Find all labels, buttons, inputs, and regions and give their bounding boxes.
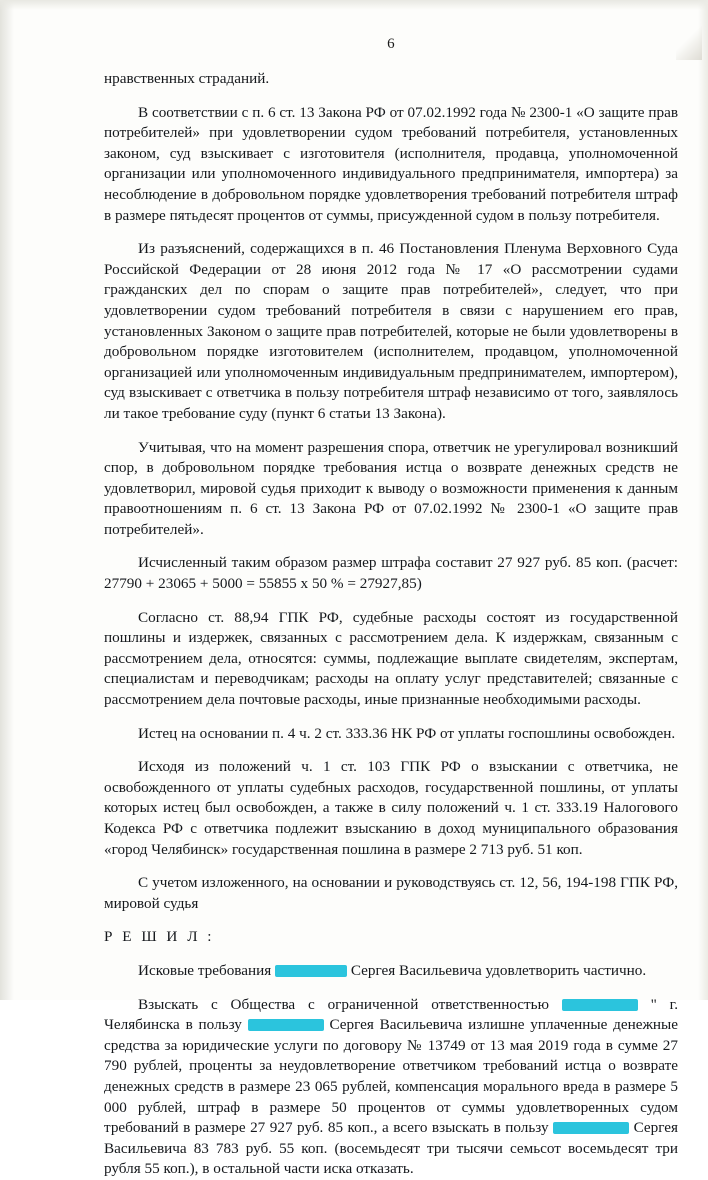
paragraph-award (104, 995, 678, 1180)
scan-shadow-top (0, 0, 708, 10)
award-part-2: " г. Челябинска в пользу (104, 995, 678, 1034)
paragraph-considering-dispute: Учитывая, что на момент разрешения спора, ответчик не урегулировал возникший спор, в добровольном порядке требования истца о возврате денежных средств не удовлетворил, мировой судья приходит к выводу о возможности применения к данным правоотношениям п. 6 ст. 13 Закона РФ от 07.02.1992 № 2300-1 «О защите прав потребителей». (104, 438, 678, 538)
paragraph-plenum-17: Из разъяснений, содержащихся в п. 46 Постановления Пленума Верховного Суда Российской Федерации от 28 июня 2012 года № 17 «О рассмотрении судами гражданских дел по спорам о защите прав потребителей», следует, что при удовлетворении судом требований потребителя в связи с нарушением его прав, установленных Законом о защите прав потребителей, которые не были удовлетворены в добровольном порядке изготовителем (исполнителем, продавцом, уполномоченной организацией или уполномоченным индивидуальным предпринимателем, импортером), суд взыскивает с ответчика в пользу потребителя штраф независимо от того, заявлялось ли такое требование суду (пункт 6 статьи 13 Закона). (104, 240, 678, 422)
claim-suffix: Сергея Васильевича удовлетворить частично. (350, 961, 647, 979)
redaction-mark-name-1 (275, 965, 347, 977)
scan-shadow-right (698, 0, 708, 1000)
paragraph-plaintiff-exempt: Истец на основании п. 4 ч. 2 ст. 333.36 НК РФ от уплаты госпошлины освобожден. (138, 724, 676, 742)
scan-shadow-left (0, 0, 14, 1000)
paragraph-moral-suffering: нравственных страданий. (104, 70, 270, 87)
award-part-1: Взыскать с Общества с ограниченной ответственностью (138, 995, 549, 1013)
award-part-4: Сергея Васильевича 83 783 руб. 55 коп. (восемьдесят три тысячи семьсот восемьдесят три рубля 55 коп.), в остальной части иска отказать. (104, 1119, 679, 1178)
redaction-mark-name-3 (553, 1122, 629, 1134)
claim-prefix: Исковые требования (138, 961, 272, 979)
paragraph-guided-by: С учетом изложенного, на основании и руководствуясь ст. 12, 56, 194-198 ГПК РФ, мировой судья (104, 874, 678, 912)
paragraph-court-costs: Согласно ст. 88,94 ГПК РФ, судебные расходы состоят из государственной пошлины и издержек, связанных с рассмотрением дела. К издержкам, связанным с рассмотрением дела, относятся: суммы, подлежащие выплате свидетелям, экспертам, специалистам и переводчикам; расходы на оплату услуг представителей; связанные с рассмотрением дела почтовые расходы, иные признанные необходимыми расходы. (104, 608, 678, 709)
redaction-mark-company (562, 999, 638, 1011)
paragraph-claim-satisfied (104, 961, 678, 982)
document-body (104, 36, 678, 1180)
paragraph-state-duty: Исходя из положений ч. 1 ст. 103 ГПК РФ о взыскании с ответчика, не освобожденного от уплаты судебных расходов, государственной пошлины, от уплаты которых истец был освобожден, а также в силу положений ч. 1 ст. 333.19 Налогового Кодекса РФ с ответчика подлежит взысканию в доход муниципального образования «город Челябинск» государственная пошлина в размере 2 713 руб. 51 коп. (104, 758, 678, 858)
scan-corner-fold (676, 26, 702, 60)
page-number: 6 (387, 36, 395, 52)
award-part-3: Сергея Васильевича излишне уплаченные денежные средства за юридические услуги по договору № 13749 от 13 мая 2019 года в сумме 27 790 рублей, проценты за неудовлетворение ответчиком требований истца о возврате денежных средств в размере 23 065 рублей, компенсация морального вреда в размере 5 000 рублей, штраф в размере 50 процентов от суммы удовлетворенных судом требований в размере 27 927 руб. 85 коп., а всего взыскать в пользу (104, 1016, 679, 1137)
paragraph-fine-calculation: Исчисленный таким образом размер штрафа составит 27 927 руб. 85 коп. (расчет: 27790 + 23065 + 5000 = 55855 х 50 % = 27927,85) (104, 554, 678, 593)
resolution-heading: Р Е Ш И Л : (104, 928, 215, 946)
paragraph-law-2300-1: В соответствии с п. 6 ст. 13 Закона РФ от 07.02.1992 года № 2300-1 «О защите прав потребителей» при удовлетворении судом требований потребителя, установленных законом, суд взыскивает с изготовителя (исполнителя, продавца, уполномоченной организации или уполномоченного индивидуального предпринимателя, импортера) за несоблюдение в добровольном порядке удовлетворения требований потребителя штраф в размере пятьдесят процентов от суммы, присужденной судом в пользу потребителя. (104, 103, 678, 224)
redaction-mark-name-2 (248, 1019, 324, 1031)
